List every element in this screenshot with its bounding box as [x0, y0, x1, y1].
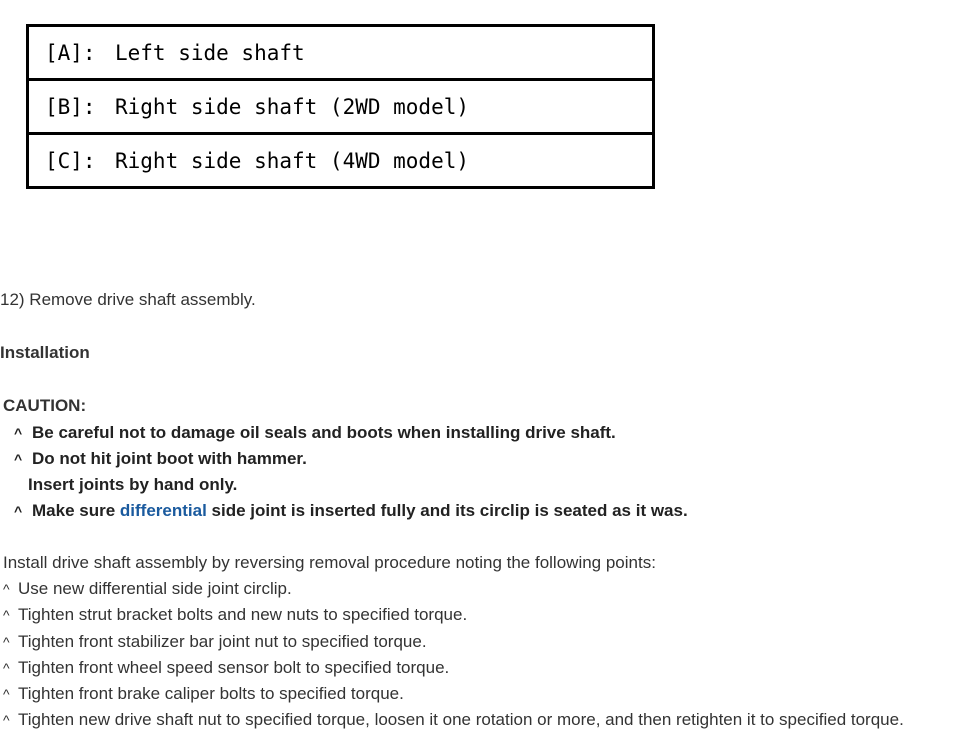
install-point-text: Tighten new drive shaft nut to specified torque, loosen it one rotation or more, and then retighten it to specified torque.	[18, 710, 904, 729]
legend-cell	[28, 80, 654, 134]
legend-cell	[28, 26, 654, 80]
caret-bullet-icon: ^	[3, 686, 10, 702]
install-point	[3, 605, 467, 625]
caret-bullet-icon: ^	[3, 634, 10, 650]
legend-key: [B]:	[45, 94, 96, 119]
caution-title: CAUTION:	[3, 396, 87, 415]
legend-table	[26, 24, 655, 189]
caution-text: Do not hit joint boot with hammer.	[32, 449, 307, 468]
caution-item	[14, 449, 307, 469]
install-point-text: Use new differential side joint circlip.	[18, 579, 292, 598]
install-point-text: Tighten front brake caliper bolts to specified torque.	[18, 684, 404, 703]
caret-bullet-icon: ^	[3, 581, 10, 597]
legend-label: Right side shaft (4WD model)	[115, 148, 470, 173]
legend-key: [C]:	[45, 148, 96, 173]
caution-text: side joint is inserted fully and its circlip is seated as it was.	[206, 501, 688, 520]
caution-text: Be careful not to damage oil seals and boots when installing drive shaft.	[32, 423, 616, 442]
legend-row	[28, 26, 654, 80]
legend-row	[28, 134, 654, 188]
install-point-text: Tighten front stabilizer bar joint nut to specified torque.	[18, 632, 427, 651]
legend-key: [A]:	[45, 40, 96, 65]
caret-bullet-icon: ^	[14, 503, 23, 519]
legend-row	[28, 80, 654, 134]
step-text: 12) Remove drive shaft assembly.	[0, 290, 256, 309]
caret-bullet-icon: ^	[3, 712, 10, 728]
legend-cell	[28, 134, 654, 188]
install-point-text: Tighten strut bracket bolts and new nuts to specified torque.	[18, 605, 468, 624]
install-point	[3, 684, 404, 704]
caution-item	[14, 501, 688, 521]
install-point-text: Tighten front wheel speed sensor bolt to specified torque.	[18, 658, 450, 677]
legend-label: Left side shaft	[115, 40, 305, 65]
caret-bullet-icon: ^	[14, 425, 23, 441]
install-point	[3, 658, 449, 678]
caution-text: Make sure	[32, 501, 120, 520]
install-point	[3, 579, 292, 599]
caret-bullet-icon: ^	[3, 660, 10, 676]
install-point	[3, 710, 904, 730]
section-heading: Installation	[0, 343, 90, 362]
differential-link[interactable]: differential	[119, 501, 207, 520]
caution-item-continuation: Insert joints by hand only.	[28, 475, 238, 494]
install-point	[3, 632, 427, 652]
legend-label: Right side shaft (2WD model)	[115, 94, 470, 119]
caret-bullet-icon: ^	[14, 451, 23, 467]
caution-item	[14, 423, 616, 443]
install-intro: Install drive shaft assembly by reversing removal procedure noting the following points:	[3, 553, 656, 572]
caret-bullet-icon: ^	[3, 607, 10, 623]
